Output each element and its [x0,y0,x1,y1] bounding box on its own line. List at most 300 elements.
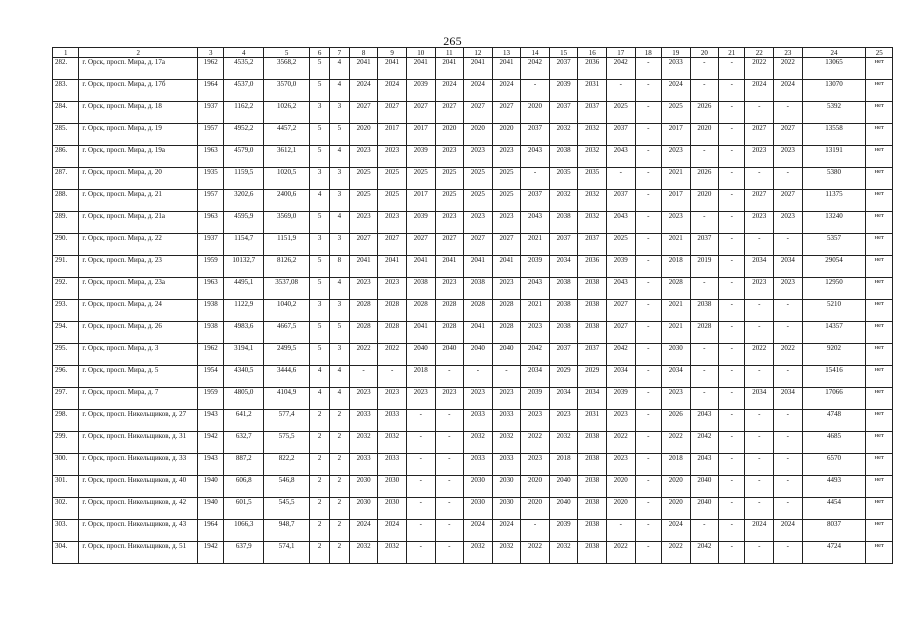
status-cell: нет [866,388,893,410]
value-cell: 2 [330,454,350,476]
value-cell: 2023 [349,146,378,168]
status-cell: нет [866,344,893,366]
value-cell: 5 [330,124,350,146]
value-cell: - [719,124,745,146]
value-cell: - [745,168,774,190]
value-cell: - [435,476,464,498]
value-cell: 2027 [745,190,774,212]
value-cell: - [690,520,719,542]
value-cell: - [635,454,661,476]
value-cell: 5357 [802,234,866,256]
value-cell: 2024 [774,80,803,102]
value-cell: 2038 [578,278,607,300]
value-cell: - [719,234,745,256]
table-row [53,388,893,410]
value-cell: 2043 [690,454,719,476]
value-cell: - [774,102,803,124]
value-cell: 2022 [607,432,636,454]
status-cell: нет [866,410,893,432]
value-cell: - [719,212,745,234]
value-cell: 2038 [549,212,578,234]
value-cell: 4983,6 [224,322,264,344]
value-cell: 1026,2 [264,102,310,124]
value-cell: 2 [330,476,350,498]
value-cell: 2018 [661,256,690,278]
value-cell: 3 [330,102,350,124]
value-cell: 2023 [661,212,690,234]
value-cell: 2 [310,432,330,454]
value-cell: 29054 [802,256,866,278]
value-cell: 2037 [549,234,578,256]
value-cell: 4805,0 [224,388,264,410]
value-cell: 2038 [549,278,578,300]
value-cell: 2036 [578,256,607,278]
value-cell: 2018 [406,366,435,388]
value-cell: 2038 [578,520,607,542]
value-cell: - [719,300,745,322]
row-number-cell: 300. [53,454,79,476]
registry-table [52,47,893,564]
address-cell: г. Орск, просп. Никельщиков, д. 33 [79,454,198,476]
row-number-cell: 297. [53,388,79,410]
value-cell: 2030 [492,498,521,520]
column-number-header: 15 [549,48,578,58]
value-cell: 3 [310,168,330,190]
value-cell: 2022 [745,58,774,80]
value-cell: 2038 [464,278,493,300]
value-cell: 2023 [406,388,435,410]
value-cell: 2032 [578,146,607,168]
value-cell: 2033 [492,410,521,432]
value-cell: - [635,388,661,410]
value-cell: 2038 [578,432,607,454]
value-cell: - [745,300,774,322]
value-cell: 3568,2 [264,58,310,80]
column-number-header: 13 [492,48,521,58]
value-cell: - [690,344,719,366]
status-cell: нет [866,234,893,256]
table-row [53,344,893,366]
value-cell: 2032 [349,542,378,564]
value-cell: 1122,9 [224,300,264,322]
value-cell: 1938 [198,300,224,322]
value-cell: 2023 [745,212,774,234]
value-cell: 2034 [774,256,803,278]
value-cell: 546,8 [264,476,310,498]
value-cell: 2023 [464,146,493,168]
value-cell: 1937 [198,102,224,124]
status-cell: нет [866,300,893,322]
value-cell: - [719,454,745,476]
value-cell: 4457,2 [264,124,310,146]
address-cell: г. Орск, просп. Никельщиков, д. 43 [79,520,198,542]
value-cell: 2028 [378,322,407,344]
row-number-cell: 302. [53,498,79,520]
value-cell: 2042 [521,344,550,366]
table-row [53,234,893,256]
value-cell: 4 [330,58,350,80]
table-row [53,520,893,542]
value-cell: 1963 [198,146,224,168]
value-cell: 2021 [521,300,550,322]
value-cell: 3 [330,300,350,322]
value-cell: 1943 [198,410,224,432]
value-cell: 2032 [492,432,521,454]
value-cell: 2037 [607,124,636,146]
value-cell: 2017 [406,124,435,146]
value-cell: 2032 [378,432,407,454]
value-cell: 2039 [549,520,578,542]
value-cell: 2041 [378,58,407,80]
value-cell: 2037 [607,190,636,212]
value-cell: 3 [310,234,330,256]
value-cell: 2039 [607,388,636,410]
status-cell: нет [866,366,893,388]
value-cell: - [719,388,745,410]
value-cell: 3 [330,168,350,190]
value-cell: 2027 [435,102,464,124]
row-number-cell: 304. [53,542,79,564]
address-cell: г. Орск, просп. Мира, д. 21а [79,212,198,234]
value-cell: - [635,322,661,344]
row-number-cell: 292. [53,278,79,300]
value-cell: 2038 [578,300,607,322]
value-cell: 2040 [690,476,719,498]
value-cell: 2018 [661,454,690,476]
value-cell: 2033 [378,454,407,476]
status-cell: нет [866,256,893,278]
value-cell: 2024 [464,520,493,542]
row-number-cell: 284. [53,102,79,124]
value-cell: 948,7 [264,520,310,542]
value-cell: - [635,366,661,388]
value-cell: 2040 [464,344,493,366]
value-cell: 2024 [349,520,378,542]
value-cell: 2030 [492,476,521,498]
status-cell: нет [866,476,893,498]
row-number-cell: 296. [53,366,79,388]
value-cell: 2025 [464,190,493,212]
value-cell: 2027 [435,234,464,256]
table-row [53,146,893,168]
value-cell: - [719,80,745,102]
value-cell: - [719,256,745,278]
value-cell: 4454 [802,498,866,520]
value-cell: - [719,498,745,520]
value-cell: - [719,344,745,366]
value-cell: 3 [330,190,350,212]
value-cell: 2028 [349,300,378,322]
value-cell: 2032 [464,432,493,454]
value-cell: 2028 [378,300,407,322]
value-cell: 2023 [464,388,493,410]
value-cell: 2030 [378,476,407,498]
value-cell: 5380 [802,168,866,190]
value-cell: 2023 [349,212,378,234]
value-cell: 2026 [690,168,719,190]
value-cell: 2032 [549,124,578,146]
status-cell: нет [866,542,893,564]
value-cell: 2027 [492,234,521,256]
value-cell: 2033 [378,410,407,432]
value-cell: 4579,0 [224,146,264,168]
value-cell: 2025 [661,102,690,124]
value-cell: 2022 [607,542,636,564]
row-number-cell: 290. [53,234,79,256]
value-cell: - [635,432,661,454]
value-cell: 2033 [661,58,690,80]
value-cell: 4340,5 [224,366,264,388]
status-cell: нет [866,322,893,344]
table-row [53,102,893,124]
value-cell: 2037 [521,124,550,146]
table-row [53,410,893,432]
value-cell: - [774,366,803,388]
column-number-header: 12 [464,48,493,58]
address-cell: г. Орск, просп. Никельщиков, д. 27 [79,410,198,432]
value-cell: 13065 [802,58,866,80]
value-cell: - [719,366,745,388]
row-number-cell: 298. [53,410,79,432]
value-cell: - [406,410,435,432]
table-row [53,476,893,498]
value-cell: - [435,498,464,520]
value-cell: 2043 [521,146,550,168]
value-cell: 2022 [521,542,550,564]
value-cell: 2023 [774,278,803,300]
value-cell: 2024 [745,520,774,542]
row-number-cell: 301. [53,476,79,498]
value-cell: 2027 [492,102,521,124]
value-cell: - [635,146,661,168]
value-cell: 2025 [349,190,378,212]
value-cell: 2032 [492,542,521,564]
status-cell: нет [866,80,893,102]
value-cell: 2020 [521,498,550,520]
value-cell: 2039 [549,80,578,102]
address-cell: г. Орск, просп. Никельщиков, д. 42 [79,498,198,520]
value-cell: 4 [330,366,350,388]
value-cell: 2038 [578,454,607,476]
value-cell: 2028 [435,322,464,344]
value-cell: 2037 [549,58,578,80]
row-number-cell: 295. [53,344,79,366]
status-cell: нет [866,102,893,124]
value-cell: 2023 [607,410,636,432]
table-row [53,542,893,564]
value-cell: 1957 [198,124,224,146]
value-cell: 2037 [549,344,578,366]
value-cell: - [774,432,803,454]
value-cell: 2042 [521,58,550,80]
table-body [53,58,893,564]
value-cell: - [464,366,493,388]
value-cell: 5 [310,146,330,168]
table-row [53,366,893,388]
value-cell: - [635,58,661,80]
value-cell: 13558 [802,124,866,146]
value-cell: 2023 [492,388,521,410]
value-cell: 2039 [521,256,550,278]
value-cell: 606,8 [224,476,264,498]
value-cell: - [635,168,661,190]
column-number-header: 6 [310,48,330,58]
value-cell: - [774,542,803,564]
table-row [53,256,893,278]
page-number: 265 [443,34,462,48]
value-cell: - [690,58,719,80]
address-cell: г. Орск, просп. Мира, д. 26 [79,322,198,344]
value-cell: 2 [310,542,330,564]
status-cell: нет [866,212,893,234]
value-cell: - [635,124,661,146]
value-cell: - [719,432,745,454]
value-cell: 2038 [690,300,719,322]
value-cell: - [492,366,521,388]
value-cell: 2024 [378,80,407,102]
value-cell: 4 [330,212,350,234]
value-cell: 4 [310,388,330,410]
row-number-cell: 287. [53,168,79,190]
value-cell: - [349,366,378,388]
value-cell: 2025 [492,168,521,190]
value-cell: 6570 [802,454,866,476]
value-cell: 5 [310,322,330,344]
row-number-cell: 285. [53,124,79,146]
value-cell: 4495,1 [224,278,264,300]
value-cell: 2020 [435,124,464,146]
table-row [53,432,893,454]
value-cell: - [690,212,719,234]
value-cell: 2036 [578,58,607,80]
value-cell: 2023 [435,212,464,234]
table-row [53,300,893,322]
value-cell: 2028 [464,300,493,322]
status-cell: нет [866,124,893,146]
value-cell: 1938 [198,322,224,344]
column-number-header: 10 [406,48,435,58]
value-cell: 2034 [661,366,690,388]
value-cell: 1020,5 [264,168,310,190]
value-cell: 2023 [492,212,521,234]
value-cell: 2024 [745,80,774,102]
value-cell: 5 [310,58,330,80]
value-cell: 2023 [745,146,774,168]
value-cell: - [635,498,661,520]
value-cell: 9202 [802,344,866,366]
value-cell: 8 [330,256,350,278]
value-cell: - [719,190,745,212]
value-cell: 2023 [349,278,378,300]
row-number-cell: 293. [53,300,79,322]
value-cell: 2 [310,410,330,432]
value-cell: - [719,322,745,344]
value-cell: 1954 [198,366,224,388]
value-cell: 2032 [549,432,578,454]
value-cell: - [719,542,745,564]
value-cell: 1066,3 [224,520,264,542]
value-cell: 2034 [549,256,578,278]
value-cell: 15416 [802,366,866,388]
value-cell: 2023 [661,388,690,410]
value-cell: 2035 [578,168,607,190]
value-cell: - [406,476,435,498]
address-cell: г. Орск, просп. Мира, д. 5 [79,366,198,388]
value-cell: 1943 [198,454,224,476]
value-cell: 1940 [198,476,224,498]
table-row [53,124,893,146]
value-cell: 2023 [774,212,803,234]
value-cell: 2035 [549,168,578,190]
value-cell: - [745,432,774,454]
value-cell: 1942 [198,432,224,454]
status-cell: нет [866,432,893,454]
value-cell: - [635,80,661,102]
value-cell: 4 [330,146,350,168]
value-cell: 2039 [406,212,435,234]
value-cell: - [719,476,745,498]
value-cell: 3444,6 [264,366,310,388]
value-cell: 2032 [578,212,607,234]
value-cell: 641,2 [224,410,264,432]
value-cell: - [745,498,774,520]
address-cell: г. Орск, просп. Мира, д. 3 [79,344,198,366]
column-number-header: 18 [635,48,661,58]
value-cell: 3194,1 [224,344,264,366]
value-cell: 2041 [492,58,521,80]
value-cell: 2041 [464,256,493,278]
value-cell: 2037 [549,102,578,124]
value-cell: 2023 [464,212,493,234]
value-cell: - [745,102,774,124]
value-cell: 2041 [349,256,378,278]
value-cell: 2025 [492,190,521,212]
value-cell: - [435,366,464,388]
value-cell: - [635,102,661,124]
table-row [53,454,893,476]
value-cell: 2020 [607,476,636,498]
value-cell: 2040 [549,476,578,498]
value-cell: - [406,432,435,454]
value-cell: 2041 [406,256,435,278]
address-cell: г. Орск, просп. Мира, д. 17а [79,58,198,80]
value-cell: 4 [330,278,350,300]
value-cell: - [406,454,435,476]
value-cell: - [607,168,636,190]
value-cell: - [719,278,745,300]
column-number-header: 2 [79,48,198,58]
value-cell: 1964 [198,520,224,542]
value-cell: 2030 [349,498,378,520]
value-cell: 4535,2 [224,58,264,80]
value-cell: 2041 [435,256,464,278]
value-cell: - [719,410,745,432]
value-cell: - [635,520,661,542]
value-cell: 2027 [349,102,378,124]
value-cell: 8037 [802,520,866,542]
value-cell: 8126,2 [264,256,310,278]
value-cell: 2040 [435,344,464,366]
address-cell: г. Орск, просп. Мира, д. 20 [79,168,198,190]
value-cell: 2027 [378,234,407,256]
value-cell: - [435,520,464,542]
value-cell: 2020 [521,102,550,124]
value-cell: 2020 [492,124,521,146]
value-cell: 2017 [661,190,690,212]
value-cell: 1962 [198,344,224,366]
value-cell: - [745,366,774,388]
value-cell: 2024 [435,80,464,102]
